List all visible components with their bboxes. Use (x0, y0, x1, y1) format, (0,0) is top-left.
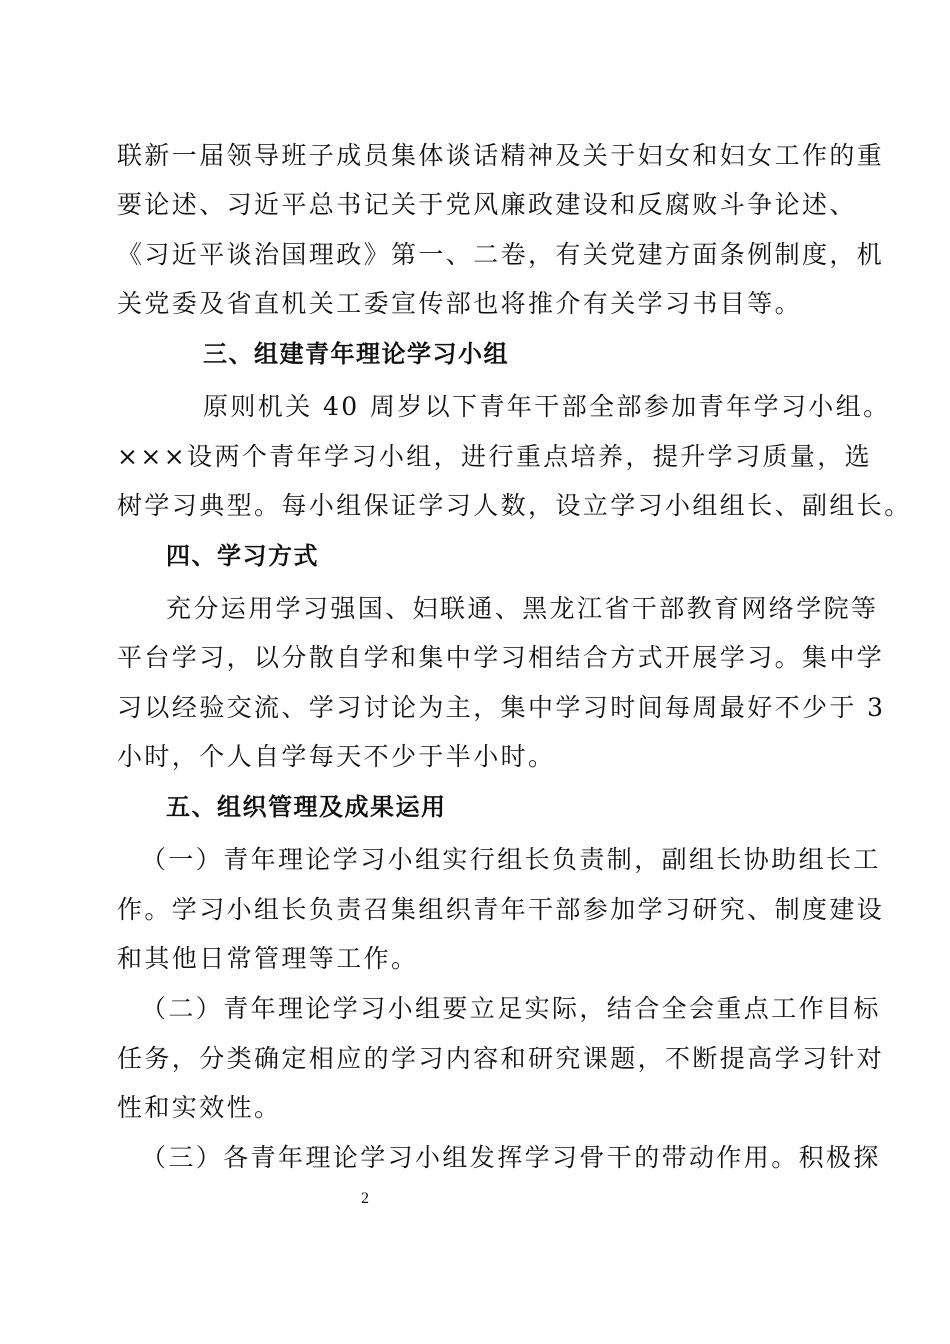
body-line: 联新一届领导班子成员集体谈话精神及关于妇女和妇女工作的重 (117, 141, 885, 170)
body-line: 小时，个人自学每天不少于半小时。 (117, 742, 556, 771)
body-line: （三）各青年理论学习小组发挥学习骨干的带动作用。积极探 (141, 1143, 881, 1172)
section-heading-4: 四、学习方式 (166, 542, 319, 570)
body-line: （二）青年理论学习小组要立足实际，结合全会重点工作目标 (141, 994, 881, 1023)
body-line: 关党委及省直机关工委宣传部也将推介有关学习书目等。 (117, 289, 803, 318)
body-line: （一）青年理论学习小组实行组长负责制，副组长协助组长工 (141, 845, 881, 874)
body-line: 平台学习，以分散自学和集中学习相结合方式开展学习。集中学 (117, 643, 885, 672)
body-line: 树学习典型。每小组保证学习人数，设立学习小组组长、副组长。 (117, 491, 912, 520)
body-line: 性和实效性。 (117, 1093, 282, 1122)
section-heading-5: 五、组织管理及成果运用 (166, 793, 447, 821)
page-number: 2 (361, 1190, 369, 1207)
body-line: 要论述、习近平总书记关于党风廉政建设和反腐败斗争论述、 (117, 190, 857, 219)
body-line: 原则机关 40 周岁以下青年干部全部参加青年学习小组。 (203, 392, 891, 421)
body-line: ×××设两个青年学习小组，进行重点培养，提升学习质量，选 (117, 442, 873, 471)
body-line: 《习近平谈治国理政》第一、二卷，有关党建方面条例制度，机 (117, 240, 885, 269)
body-line: 习以经验交流、学习讨论为主，集中学习时间每周最好不少于 3 (117, 693, 886, 722)
body-line: 和其他日常管理等工作。 (117, 944, 419, 973)
section-heading-3: 三、组建青年理论学习小组 (203, 340, 509, 368)
body-line: 作。学习小组长负责召集组织青年干部参加学习研究、制度建设 (117, 895, 885, 924)
body-line: 充分运用学习强国、妇联通、黑龙江省干部教育网络学院等 (166, 594, 879, 623)
body-line: 任务，分类确定相应的学习内容和研究课题，不断提高学习针对 (117, 1044, 885, 1073)
